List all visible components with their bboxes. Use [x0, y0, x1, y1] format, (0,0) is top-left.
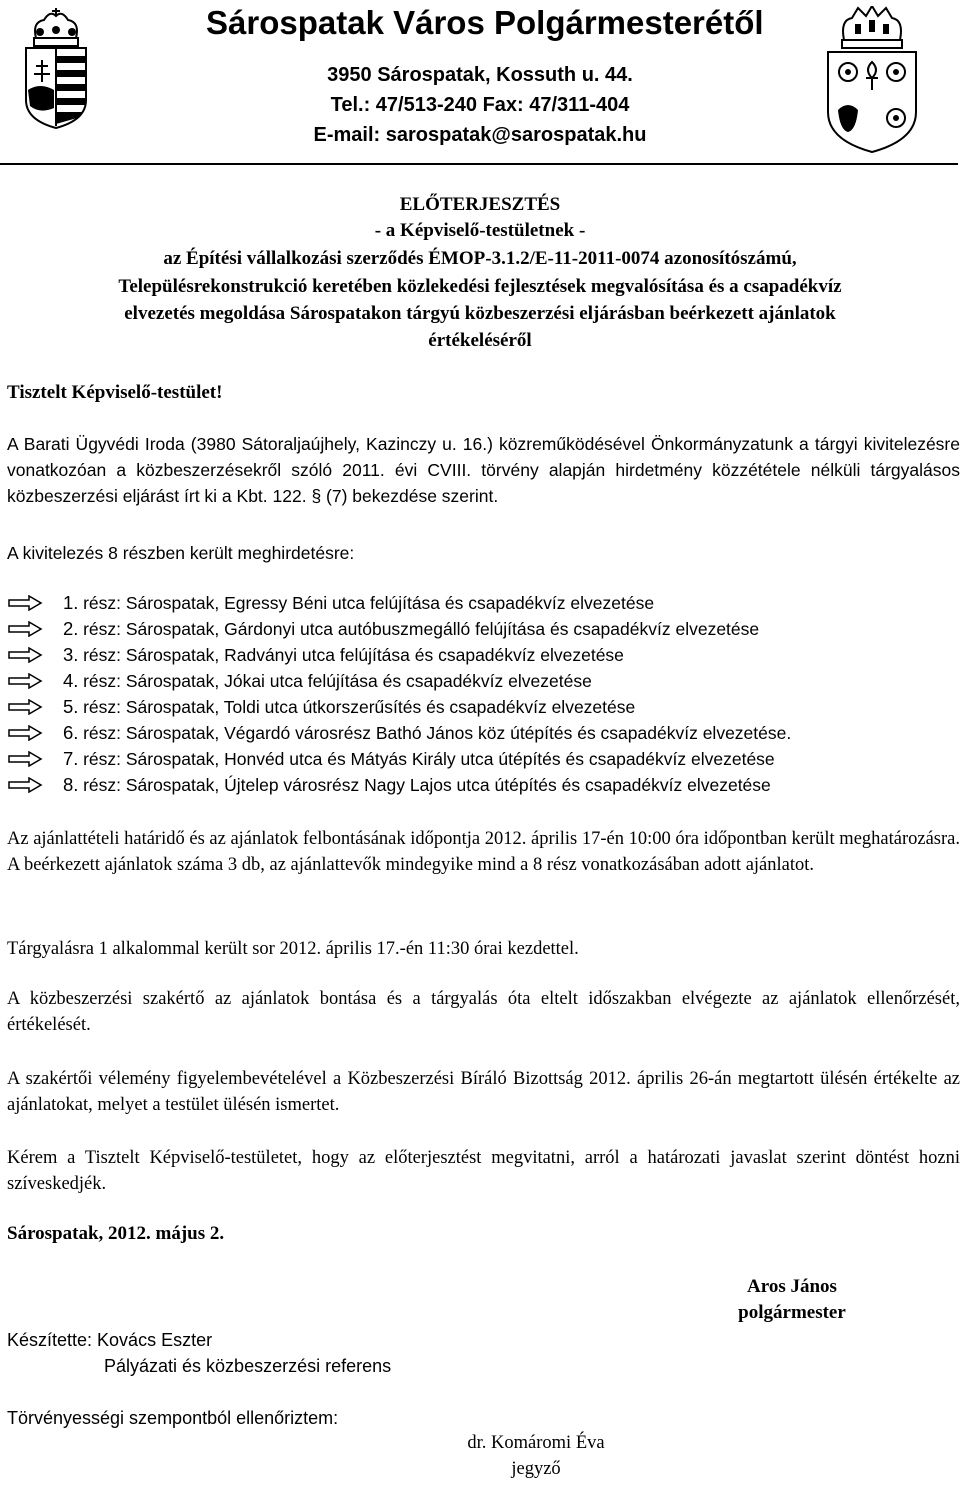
list-item [7, 590, 654, 616]
subject-line: elvezetés megoldása Sárospatakon tárgyú közbeszerzési eljárásban beérkezett ajánlatok [124, 303, 836, 324]
subject-line: Településrekonstrukció keretében közlekedési fejlesztések megvalósítása és a csapadékvíz [118, 276, 842, 297]
arrow-right-icon [7, 673, 43, 689]
list-item [7, 668, 592, 694]
subject-line: az Építési vállalkozási szerződés ÉMOP-3.1.2/E-11-2011-0074 azonosítószámú, [163, 248, 797, 269]
part-text: rész: Sárospatak, Toldi utca útkorszerűsítés és csapadékvíz elvezetése [83, 696, 636, 717]
arrow-right-icon [7, 699, 43, 715]
list-item [7, 642, 624, 668]
notary-title: jegyző [511, 1459, 561, 1479]
part-number: 7. [63, 748, 79, 769]
salutation: Tisztelt Képviselő-testület! [7, 382, 223, 403]
mayor-title: polgármester [738, 1302, 846, 1323]
prepared-by-role: Pályázati és közbeszerzési referens [104, 1356, 392, 1376]
expert-paragraph: A közbeszerzési szakértő az ajánlatok bontása és a tárgyalás óta eltelt időszakban elvégezte az ajánlatok ellenőrzését, értékelését. [7, 989, 960, 1035]
request-paragraph: Kérem a Tisztelt Képviselő-testületet, hogy az előterjesztést megvitatni, arról a határozati javaslat szerint döntést hozni szíveskedjék. [7, 1148, 960, 1194]
part-text: rész: Sárospatak, Végardó városrész Bathó János köz útépítés és csapadékvíz elvezetése. [83, 722, 792, 743]
part-number: 5. [63, 696, 79, 717]
list-item [7, 746, 775, 772]
email: E-mail: sarospatak@sarospatak.hu [313, 124, 647, 146]
part-text: rész: Sárospatak, Újtelep városrész Nagy Lajos utca útépítés és csapadékvíz elvezetése [83, 774, 771, 795]
subject-line: értékeléséről [428, 330, 532, 351]
address: 3950 Sárospatak, Kossuth u. 44. [327, 64, 633, 86]
part-number: 6. [63, 722, 79, 743]
addressee: - a Képviselő-testületnek - [374, 220, 586, 241]
arrow-right-icon [7, 595, 43, 611]
parts-intro: A kivitelezés 8 részben került meghirdetésre: [7, 543, 355, 563]
arrow-right-icon [7, 621, 43, 637]
arrow-right-icon [7, 751, 43, 767]
part-number: 8. [63, 774, 79, 795]
part-number: 4. [63, 670, 79, 691]
arrow-right-icon [7, 725, 43, 741]
mayor-name: Aros János [747, 1276, 837, 1297]
prepared-by: Készítette: Kovács Eszter [7, 1330, 213, 1350]
part-number: 2. [63, 618, 79, 639]
part-text: rész: Sárospatak, Gárdonyi utca autóbuszmegálló felújítása és csapadékvíz elvezetése [83, 618, 760, 639]
part-text: rész: Sárospatak, Jókai utca felújítása és csapadékvíz elvezetése [83, 670, 592, 691]
negotiation-paragraph: Tárgyalásra 1 alkalommal került sor 2012. április 17.-én 11:30 órai kezdettel. [7, 939, 579, 959]
arrow-right-icon [7, 647, 43, 663]
part-text: rész: Sárospatak, Radványi utca felújítása és csapadékvíz elvezetése [83, 644, 624, 665]
letterhead-title: Sárospatak Város Polgármesterétől [206, 4, 764, 41]
list-item [7, 772, 771, 798]
list-item [7, 616, 759, 642]
list-item [7, 720, 791, 746]
part-number: 3. [63, 644, 79, 665]
legality-label: Törvényességi szempontból ellenőriztem: [7, 1408, 339, 1428]
place-date: Sárospatak, 2012. május 2. [7, 1223, 225, 1244]
notary-name: dr. Komáromi Éva [467, 1433, 605, 1453]
letterhead-divider [0, 163, 958, 165]
committee-paragraph: A szakértői vélemény figyelembevételével a Közbeszerzési Bíráló Bizottság 2012. április 26-án megtartott ülésén értékelte az ajánlatokat, melyet a testület ülésén ismertet. [7, 1069, 960, 1115]
part-number: 1. [63, 592, 79, 613]
phone-fax: Tel.: 47/513-240 Fax: 47/311-404 [330, 94, 630, 116]
part-text: rész: Sárospatak, Egressy Béni utca felújítása és csapadékvíz elvezetése [83, 592, 655, 613]
intro-paragraph: A Barati Ügyvédi Iroda (3980 Sátoraljaújhely, Kazinczy u. 16.) közreműködésével Önkormányzatunk a tárgyi kivitelezésre vonatkozóan a közbeszerzésekről szóló 2011. évi CVIII. törvény alapján hirdetmény közzététele nélküli tárgyalásos közbeszerzési eljárást írt ki a Kbt. 122. § (7) bekezdése szerint. [7, 434, 960, 506]
deadline-paragraph: Az ajánlattételi határidő és az ajánlatok felbontásának időpontja 2012. április 17-én 10:00 óra időpontban került meghatározásra. A beérkezett ajánlatok száma 3 db, az ajánlattevők mindegyike mind a 8 rész vonatkozásában adott ajánlatot. [7, 829, 960, 875]
list-item [7, 694, 635, 720]
arrow-right-icon [7, 777, 43, 793]
document-type: ELŐTERJESZTÉS [399, 194, 561, 215]
part-text: rész: Sárospatak, Honvéd utca és Mátyás Király utca útépítés és csapadékvíz elvezetése [83, 748, 775, 769]
